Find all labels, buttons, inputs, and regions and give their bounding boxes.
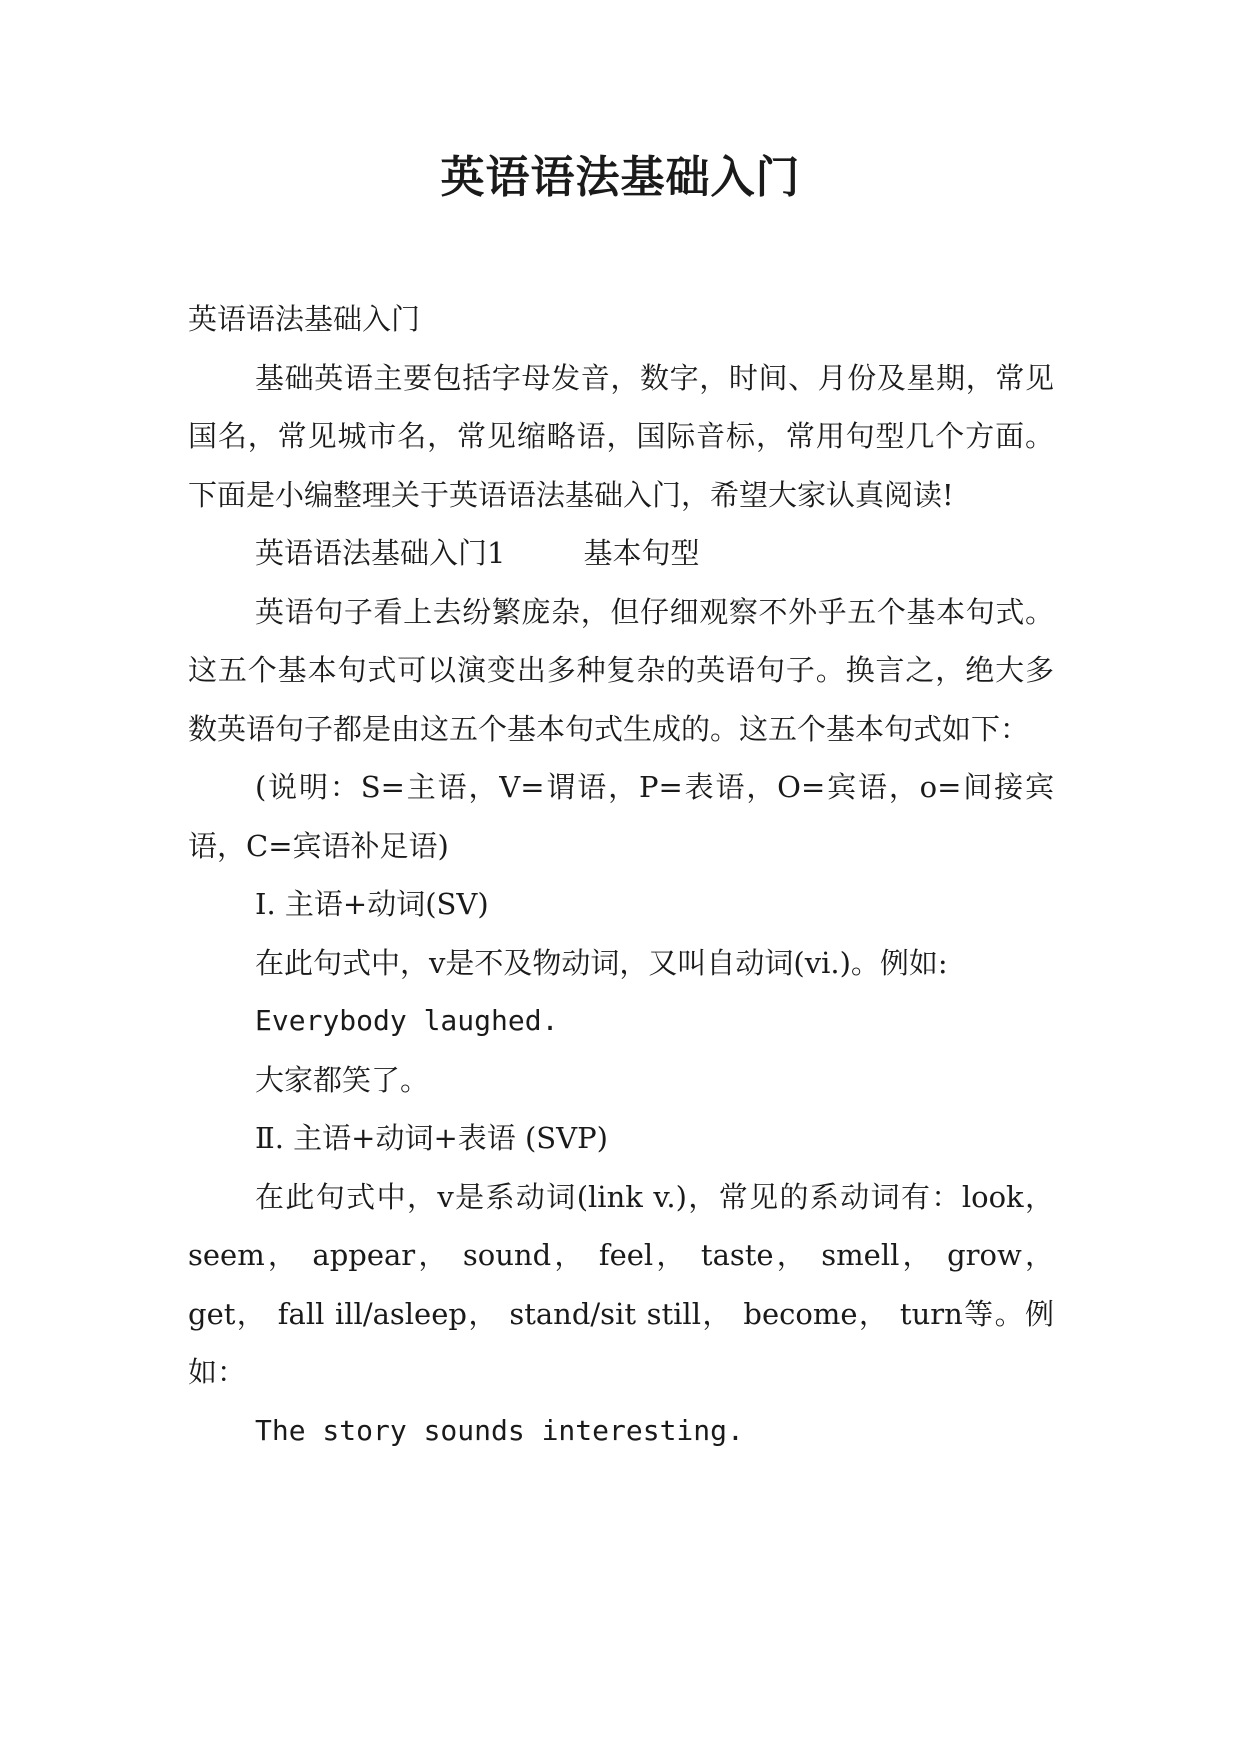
paragraph-svp-description: 在此句式中，v是系动词(link v.)，常见的系动词有：look， seem， appear， sound， feel， taste， smell， grow， get， fall ill/asleep， stand/sit still， become， turn等。例如：	[188, 1179, 1054, 1389]
document-body	[188, 290, 1054, 1460]
example-sentence-zh: 大家都笑了。	[255, 1062, 430, 1097]
section-heading-topic: 基本句型	[583, 536, 700, 570]
section-heading	[188, 524, 1054, 583]
paragraph-five-patterns: 英语句子看上去纷繁庞杂，但仔细观察不外乎五个基本句式。这五个基本句式可以演变出多种复杂的英语句子。换言之，绝大多数英语句子都是由这五个基本句式生成的。这五个基本句式如下：	[188, 594, 1054, 746]
example-sentence-svp: The story sounds interesting.	[255, 1413, 744, 1447]
paragraph-intro: 基础英语主要包括字母发音，数字，时间、月份及星期，常见国名，常见城市名，常见缩略语，国际音标，常用句型几个方面。下面是小编整理关于英语语法基础入门，希望大家认真阅读!	[188, 360, 1054, 512]
paragraph-subtitle: 英语语法基础入门	[188, 302, 421, 336]
section-heading-label: 英语语法基础入门1	[255, 536, 506, 570]
document-title: 英语语法基础入门	[440, 152, 801, 203]
pattern-heading-sv: Ⅰ. 主语+动词(SV)	[255, 887, 489, 921]
example-sentence-en: Everybody laughed.	[255, 1004, 559, 1037]
paragraph-legend: (说明：S=主语，V=谓语，P=表语，O=宾语，o=间接宾语，C=宾语补足语)	[188, 770, 1054, 863]
paragraph-sv-description: 在此句式中，v是不及物动词，又叫自动词(vi.)。例如:	[255, 945, 948, 980]
pattern-heading-svp: Ⅱ. 主语+动词+表语 (SVP)	[255, 1121, 608, 1155]
